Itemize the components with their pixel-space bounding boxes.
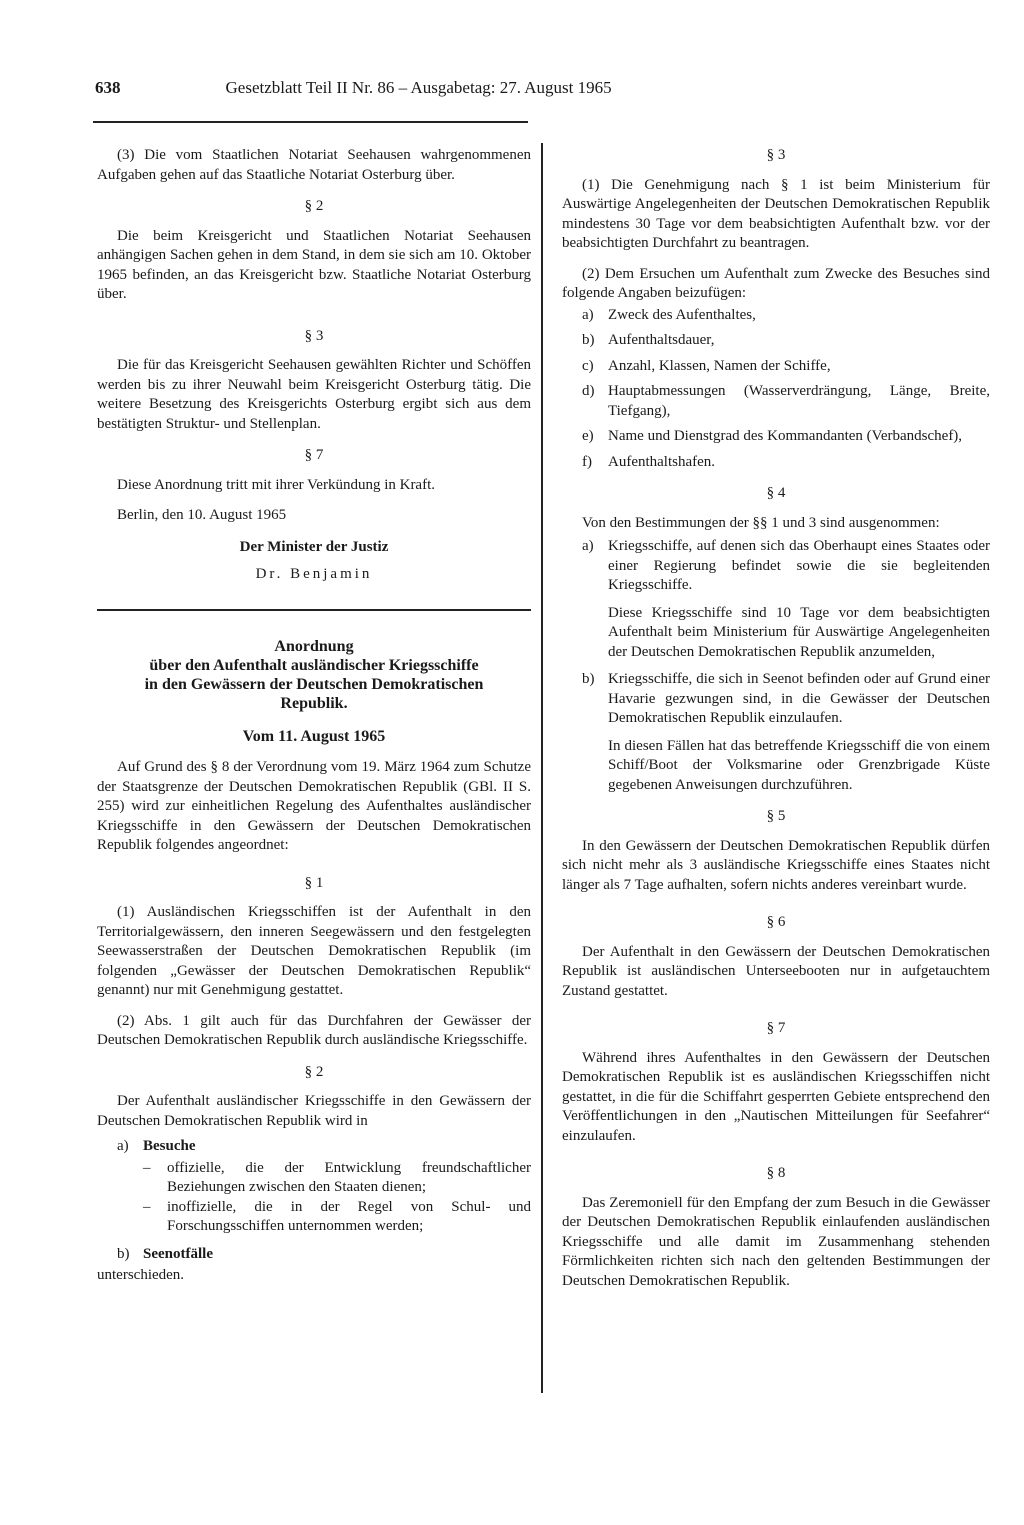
list-marker: e)	[582, 428, 594, 444]
column-divider	[541, 143, 543, 1393]
signer-title: Der Minister der Justiz	[239, 538, 389, 555]
list-item	[582, 331, 990, 351]
section-3-paragraph-2: (2) Dem Ersuchen um Aufenthalt zum Zwecke des Besuches sind folgende Angaben beizufügen:	[562, 265, 990, 301]
list-item	[582, 670, 990, 729]
gazette-title: Gesetzblatt Teil II Nr. 86 – Ausgabetag: 27. August 1965	[225, 78, 612, 97]
list-item	[582, 306, 990, 326]
section-3-paragraph-1: (1) Die Genehmigung nach § 1 ist beim Ministerium für Auswärtige Angelegenheiten der Deutschen Demokratischen Republik mindestens 30 Tage vor dem beabsichtigten Aufenthalt bzw. vor der beabsichtigten Durchfahrt zu beantragen.	[562, 176, 990, 251]
section-heading: § 7	[766, 1020, 786, 1036]
section-heading: § 3	[304, 327, 324, 344]
section-1-paragraph-1: (1) Ausländischen Kriegsschiffen ist der Aufenthalt in den Territorialgewässern, den inneren Seegewässern und den festgelegten Seewasserstraßen der Deutschen Demokratischen Republik (im folgenden „Gewässer der Deutschen Demokratischen Republik“ genannt) nur mit Genehmigung gestattet.	[97, 904, 531, 998]
right-column	[562, 146, 990, 1291]
list-item	[582, 427, 990, 447]
requirements-list	[582, 306, 990, 473]
list-item-text: Aufenthaltshafen.	[608, 453, 716, 470]
list-item-text: offizielle, die der Entwicklung freundschaftlicher Beziehungen zwischen den Staaten dienen;	[167, 1159, 531, 1195]
section-heading: § 1	[304, 874, 324, 891]
preamble: Auf Grund des § 8 der Verordnung vom 19. März 1964 zum Schutze der Staatsgrenze der Deutschen Demokratischen Republik (GBl. II S. 255) wird zur einheitlichen Regelung des Aufenthaltes ausländischer Kriegsschiffe in den Gewässern der Deutschen Demokratischen Republik folgendes angeordnet:	[97, 759, 531, 853]
decree-title-line: über den Aufenthalt ausländischer Kriegsschiffe	[149, 656, 479, 674]
section-heading: § 8	[766, 1165, 786, 1181]
list-marker: d)	[582, 383, 595, 399]
section-heading: § 3	[766, 147, 786, 163]
section-heading: § 5	[766, 808, 786, 824]
list-item-text: Aufenthaltsdauer,	[608, 332, 715, 348]
list-marker: f)	[582, 453, 592, 470]
list-item	[143, 1159, 531, 1198]
list-marker: b)	[117, 1245, 130, 1262]
list-marker: a)	[582, 538, 594, 554]
separator-rule	[97, 609, 531, 611]
header-rule	[93, 121, 528, 123]
section-heading: § 4	[766, 485, 786, 501]
list-item-text: Anzahl, Klassen, Namen der Schiffe,	[608, 357, 831, 374]
section-7-text: Diese Anordnung tritt mit ihrer Verkündung in Kraft.	[117, 476, 436, 493]
dash-marker: –	[143, 1198, 151, 1215]
decree-title-line: in den Gewässern der Deutschen Demokratischen	[144, 675, 484, 693]
list-item-text: inoffizielle, die in der Regel von Schul- und Forschungsschiffen unternommen werden;	[167, 1198, 531, 1234]
section-7-text: Während ihres Aufenthaltes in den Gewässern der Deutschen Demokratischen Republik ist es ausländischen Kriegsschiffen nicht gestattet, in die für die Schiffahrt gesperrten Gebiete entsprechend den Veröffentlichungen in den „Nautischen Mitteilungen für Seefahrer“ einzulaufen.	[562, 1049, 990, 1144]
list-marker: a)	[582, 306, 594, 323]
section-heading: § 6	[766, 914, 786, 930]
list-heading-label: Besuche	[143, 1138, 196, 1154]
decree-date: Vom 11. August 1965	[242, 727, 386, 745]
list-heading-b	[117, 1245, 531, 1265]
decree-title	[97, 637, 531, 713]
list-item-text: Kriegsschiffe, auf denen sich das Oberhaupt eines Staates oder einer Regierung befindet sowie die sie begleitenden Kriegsschiffe.	[608, 538, 990, 593]
list-heading-label: Seenotfälle	[143, 1245, 213, 1262]
list-marker: a)	[117, 1138, 129, 1154]
section-1-paragraph-2: (2) Abs. 1 gilt auch für das Durchfahren der Gewässer der Deutschen Demokratischen Republik durch ausländische Kriegsschiffe.	[97, 1012, 531, 1048]
list-item-text: Name und Dienstgrad des Kommandanten (Verbandschef),	[608, 428, 963, 444]
place-date: Berlin, den 10. August 1965	[117, 507, 287, 523]
list-item	[582, 453, 990, 473]
list-item	[582, 537, 990, 596]
dash-marker: –	[143, 1159, 151, 1176]
list-item	[582, 382, 990, 421]
list-item	[143, 1198, 531, 1237]
section-3-text: Die für das Kreisgericht Seehausen gewählten Richter und Schöffen werden bis zu ihrer Neuwahl beim Kreisgericht Osterburg tätig. Die weitere Besetzung des Kreisgerichts Osterburg ergibt sich aus dem bestätigten Struktur- und Stellenplan.	[97, 357, 531, 432]
section-4-intro: Von den Bestimmungen der §§ 1 und 3 sind ausgenommen:	[582, 514, 940, 531]
decree-title-line: Republik.	[280, 694, 348, 712]
list-item-text: Zweck des Aufenthaltes,	[608, 306, 756, 323]
list-marker: b)	[582, 671, 595, 687]
section-6-text: Der Aufenthalt in den Gewässern der Deutschen Demokratischen Republik ist ausländischen Unterseebooten nur in aufgetauchtem Zustand gestattet.	[562, 943, 990, 999]
signature-block	[97, 538, 531, 585]
exemption-b-note: In diesen Fällen hat das betreffende Kriegsschiff die von einem Schiff/Boot der Volksmarine oder Grenzbrigade Küste gegebenen Anweisungen durchzuführen.	[608, 737, 990, 793]
decree-title-line: Anordnung	[274, 637, 354, 655]
section-8-text: Das Zeremoniell für den Empfang der zum Besuch in die Gewässer der Deutschen Demokratischen Republik einlaufenden ausländischen Kriegsschiffe und alle damit im Zusammenhang stehenden Förmlichkeiten richten sich nach den geltenden Bestimmungen der Deutschen Demokratischen Republik.	[562, 1194, 990, 1289]
section-2-text: Die beim Kreisgericht und Staatlichen Notariat Seehausen anhängigen Sachen gehen in dem Stand, in dem sie sich am 10. Oktober 1965 befinden, an das Kreisgericht bzw. Staatliche Notariat Osterburg über.	[97, 227, 531, 302]
list-marker: b)	[582, 332, 595, 348]
section-2-intro: Der Aufenthalt ausländischer Kriegsschiffe in den Gewässern der Deutschen Demokratischen Republik wird in	[97, 1093, 531, 1129]
page-header	[95, 78, 612, 98]
list-heading-a	[117, 1137, 531, 1157]
exemptions-list	[582, 537, 990, 596]
list-item	[582, 357, 990, 377]
list-marker: c)	[582, 357, 594, 374]
list-item-text: Kriegsschiffe, die sich in Seenot befinden oder auf Grund einer Havarie gezwungen sind, in die Gewässer der Deutschen Demokratischen Republik einzulaufen.	[608, 671, 990, 726]
exemption-a-note: Diese Kriegsschiffe sind 10 Tage vor dem beabsichtigten Aufenthalt beim Ministerium für Auswärtige Angelegenheiten der Deutschen Demokratischen Republik anzumelden,	[608, 604, 990, 660]
section-heading: § 7	[304, 447, 324, 463]
section-heading: § 2	[304, 1063, 324, 1080]
paragraph-3: (3) Die vom Staatlichen Notariat Seehausen wahrgenommenen Aufgaben gehen auf das Staatliche Notariat Osterburg über.	[97, 147, 531, 183]
page-number: 638	[95, 78, 121, 97]
list-item-text: Hauptabmessungen (Wasserverdrängung, Länge, Breite, Tiefgang),	[608, 383, 990, 419]
section-5-text: In den Gewässern der Deutschen Demokratischen Republik dürfen sich nicht mehr als 3 ausländische Kriegsschiffe eines Staates nicht länger als 7 Tage aufhalten, sofern nichts anderes vereinbart wurde.	[562, 837, 990, 893]
section-heading: § 2	[304, 198, 324, 214]
signer-name: Dr. Benjamin	[255, 566, 373, 582]
exemptions-list	[582, 670, 990, 729]
left-column	[97, 146, 531, 1286]
closing-text: unterschieden.	[97, 1267, 185, 1283]
